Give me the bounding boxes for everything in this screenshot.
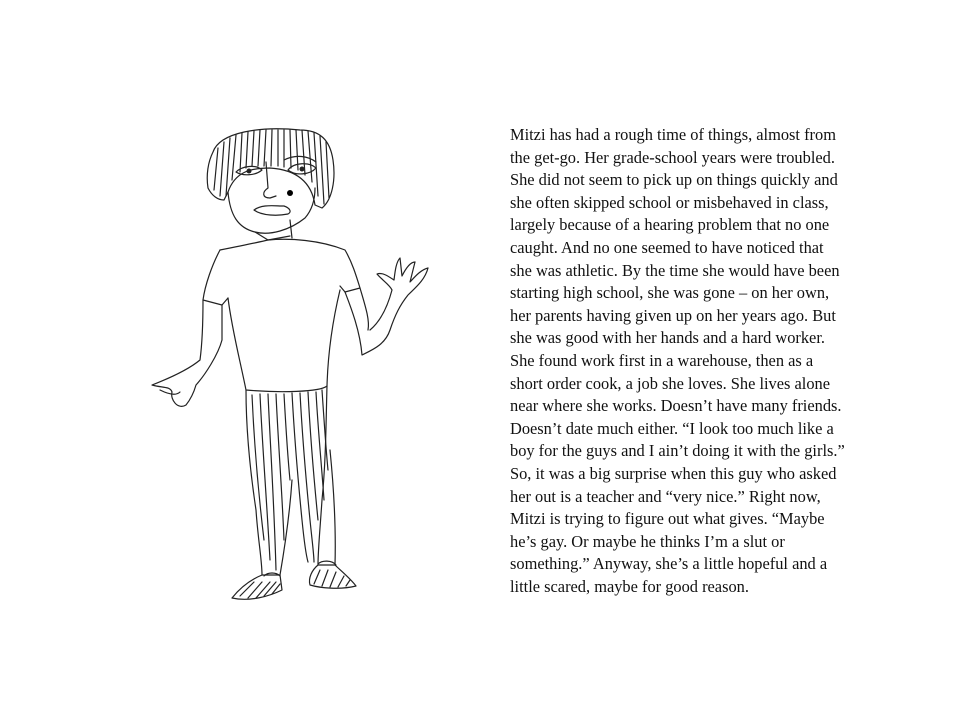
text-line: near where she works. Doesn’t have many friends. [510, 396, 842, 416]
text-line: Doesn’t date much either. “I look too much like a [510, 418, 834, 438]
text-line: he’s gay. Or maybe he thinks I’m a slut or [510, 531, 785, 551]
text-line: largely because of a hearing problem that no one [510, 215, 830, 235]
text-line: she was athletic. By the time she would have been [510, 260, 840, 280]
text-line: She did not seem to pick up on things quickly and [510, 170, 838, 190]
text-line: So, it was a big surprise when this guy who asked [510, 463, 837, 483]
character-illustration [140, 118, 450, 618]
text-line: Mitzi is trying to figure out what gives. “Maybe [510, 509, 825, 529]
text-line: short order cook, a job she loves. She lives alone [510, 373, 831, 393]
text-line: Mitzi has had a rough time of things, almost from [510, 125, 836, 144]
figure-drawing-icon [140, 118, 450, 618]
text-line: starting high school, she was gone – on her own, [510, 283, 830, 303]
text-line: she was good with her hands and a hard worker. [510, 328, 825, 348]
text-line: little scared, maybe for good reason. [510, 576, 749, 596]
text-line: caught. And no one seemed to have noticed that [510, 237, 824, 257]
text-line: she often skipped school or misbehaved in class, [510, 192, 829, 212]
text-line: her parents having given up on her years ago. But [510, 305, 836, 325]
text-line: She found work first in a warehouse, then as a [510, 350, 814, 370]
text-line: boy for the guys and I ain’t doing it with the girls.” [510, 441, 845, 461]
text-line: something.” Anyway, she’s a little hopeful and a [510, 554, 828, 574]
text-line: her out is a teacher and “very nice.” Right now, [510, 486, 821, 506]
text-line: the get-go. Her grade-school years were troubled. [510, 147, 835, 167]
character-description [510, 124, 910, 598]
